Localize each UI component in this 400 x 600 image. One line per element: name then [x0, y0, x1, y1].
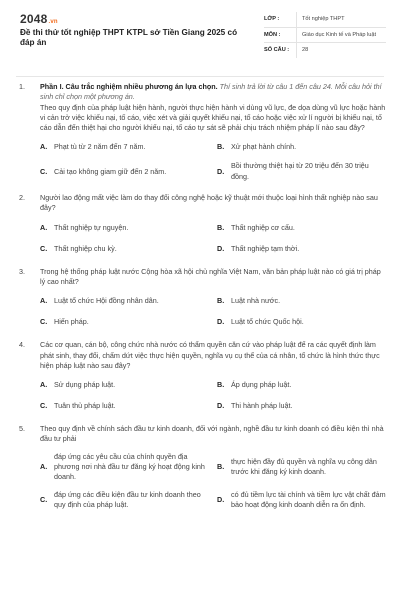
meta-row-count	[264, 43, 386, 58]
meta-value: Tốt nghiệp THPT	[296, 12, 386, 27]
option-text: có đủ tiềm lực tài chính và tiềm lực vật chất đảm bảo hoạt động kinh doanh diễn ra ổn định.	[231, 489, 386, 509]
option-text: Thi hành pháp luật.	[231, 401, 293, 410]
option-letter: C.	[40, 243, 48, 253]
option-letter: A.	[40, 296, 48, 306]
option-text: Thất nghiệp tự nguyện.	[54, 222, 129, 232]
option-letter: C.	[40, 494, 48, 504]
option-d[interactable]	[217, 242, 386, 256]
option-b[interactable]	[217, 378, 386, 392]
option-letter: D.	[217, 317, 225, 327]
option-letter: B.	[217, 296, 225, 306]
meta-key: LỚP :	[264, 16, 280, 23]
option-text: Phạt tù từ 2 năm đến 7 năm.	[54, 142, 146, 152]
question-body	[40, 267, 386, 330]
site-logo[interactable]	[20, 12, 250, 26]
option-text: Luật nhà nước.	[231, 296, 281, 306]
option-letter: D.	[217, 243, 225, 253]
option-letter: A.	[40, 142, 48, 152]
option-b[interactable]	[217, 294, 386, 308]
question-text: Theo quy định của pháp luật hiện hành, người thực hiện hành vi dùng vũ lực, đe dọa dùng vũ lực hoặc hành vi cản trở việc khiếu nại, tố cáo, việc xét và giải quyết khiếu nại, tố cáo hoặc việc xử lí người bị khiếu nại, tố cáo dẫn đến thiệt hại cho người khiếu nại, tố cáo tự sát sẽ phải chịu trách nhiệm pháp lí nào sau đây?	[40, 102, 386, 133]
option-letter: B.	[217, 462, 225, 472]
question-number: 4.	[19, 340, 25, 350]
option-letter: C.	[40, 401, 48, 410]
option-a[interactable]	[40, 294, 209, 308]
answer-options	[40, 452, 386, 510]
header	[20, 12, 386, 74]
question-text: Theo quy định về chính sách đầu tư kinh doanh, đối với ngành, nghề đầu tư kinh doanh có điều kiện thì nhà đầu tư phải	[40, 424, 384, 444]
option-text: Sử dụng pháp luật.	[54, 380, 116, 389]
option-text: Luật tổ chức Quốc hội.	[231, 317, 304, 327]
part-instruction: Thí sinh trả lời từ câu 1 đến câu 24. Mỗi câu hỏi thí sinh chỉ chọn một phương án.	[40, 82, 382, 102]
option-text: Thất nghiệp cơ cấu.	[231, 222, 295, 232]
meta-row-class	[264, 12, 386, 28]
question-list	[16, 82, 386, 521]
option-letter: A.	[40, 222, 48, 232]
option-letter: C.	[40, 317, 48, 327]
answer-options	[40, 294, 386, 329]
question-3	[16, 267, 386, 330]
option-letter: A.	[40, 462, 48, 472]
option-text: Thất nghiệp tạm thời.	[231, 243, 300, 253]
question-4	[16, 340, 386, 413]
question-body	[40, 193, 386, 256]
option-letter: D.	[217, 166, 225, 176]
option-letter: D.	[217, 401, 225, 410]
option-text: Thất nghiệp chu kỳ.	[54, 243, 117, 253]
option-a[interactable]	[40, 378, 209, 392]
option-letter: B.	[217, 222, 225, 232]
question-1	[16, 82, 386, 182]
option-b[interactable]	[217, 452, 386, 483]
meta-row-subject	[264, 28, 386, 44]
logo-suffix: .vn	[48, 19, 58, 25]
question-text: Trong hệ thống pháp luật nước Cộng hòa xã hội chủ nghĩa Việt Nam, văn bản pháp luật nào có giá trị pháp lý cao nhất?	[40, 266, 381, 286]
question-body	[40, 340, 386, 413]
option-a[interactable]	[40, 221, 209, 235]
brand-block	[20, 12, 250, 74]
option-text: Xử phạt hành chính.	[231, 142, 297, 152]
logo-text: 2048	[20, 12, 48, 26]
option-text: thực hiện đầy đủ quyền và nghĩa vụ công dân trước khi đăng ký kinh doanh.	[231, 456, 377, 477]
option-a[interactable]	[40, 452, 209, 483]
option-b[interactable]	[217, 140, 386, 154]
meta-value: Giáo dục Kinh tế và Pháp luật	[296, 28, 386, 43]
option-letter: B.	[217, 142, 225, 152]
option-c[interactable]	[40, 315, 209, 329]
exam-meta-table	[264, 12, 386, 74]
option-text: Tuân thủ pháp luật.	[54, 401, 116, 410]
question-body	[40, 424, 386, 510]
question-number: 3.	[19, 266, 25, 276]
option-text: Hiến pháp.	[54, 317, 89, 327]
answer-options	[40, 221, 386, 256]
option-letter: C.	[40, 166, 48, 176]
option-c[interactable]	[40, 161, 209, 182]
option-c[interactable]	[40, 490, 209, 511]
question-2	[16, 193, 386, 256]
answer-options	[40, 378, 386, 413]
option-d[interactable]	[217, 490, 386, 511]
header-divider	[16, 76, 384, 77]
question-body	[40, 82, 386, 182]
option-text: đáp ứng các điều kiện đầu tư kinh doanh theo quy định của pháp luật.	[54, 489, 201, 509]
part-title: Phần I. Câu trắc nghiệm nhiều phương án lựa chọn.	[40, 82, 218, 91]
option-c[interactable]	[40, 399, 209, 413]
option-d[interactable]	[217, 315, 386, 329]
option-c[interactable]	[40, 242, 209, 256]
meta-key: MÔN :	[264, 31, 281, 38]
exam-title: Đề thi thử tốt nghiệp THPT KTPL sở Tiền Giang 2025 có đáp án	[20, 28, 238, 47]
option-text: Cải tạo không giam giữ đến 2 năm.	[54, 166, 167, 176]
question-number: 1.	[19, 82, 25, 91]
option-letter: B.	[217, 380, 225, 389]
answer-options	[40, 140, 386, 182]
option-letter: D.	[217, 494, 225, 504]
option-text: đáp ứng các yêu cầu của chính quyền địa phương nơi nhà đầu tư đăng ký hoạt động kinh doanh.	[54, 451, 205, 482]
part-heading	[40, 82, 386, 103]
question-number: 2.	[19, 193, 25, 203]
option-a[interactable]	[40, 140, 209, 154]
option-text: Bồi thường thiệt hại từ 20 triệu đến 30 triệu đồng.	[231, 161, 369, 181]
option-b[interactable]	[217, 221, 386, 235]
meta-value: 28	[296, 43, 386, 58]
option-d[interactable]	[217, 399, 386, 413]
option-text: Áp dụng pháp luật.	[231, 380, 292, 389]
question-text: Người lao động mất việc làm do thay đổi công nghệ hoặc kỹ thuật mới thuộc loại hình thất nghiệp nào sau đây?	[40, 193, 378, 213]
meta-key: SỐ CÂU :	[264, 47, 290, 54]
option-letter: A.	[40, 380, 48, 389]
question-text: Các cơ quan, cán bộ, công chức nhà nước có thẩm quyền căn cứ vào pháp luật để ra các quyết định làm phát sinh, thay đổi, chấm dứt việc thực hiện quyền, nghĩa vụ cụ thể của cá nhân, tổ chức là hình thức thực hiện pháp luật nào sau đây?	[40, 340, 380, 370]
option-d[interactable]	[217, 161, 386, 182]
question-number: 5.	[19, 424, 25, 434]
option-text: Luật tổ chức Hội đồng nhân dân.	[54, 296, 159, 306]
question-5	[16, 424, 386, 510]
